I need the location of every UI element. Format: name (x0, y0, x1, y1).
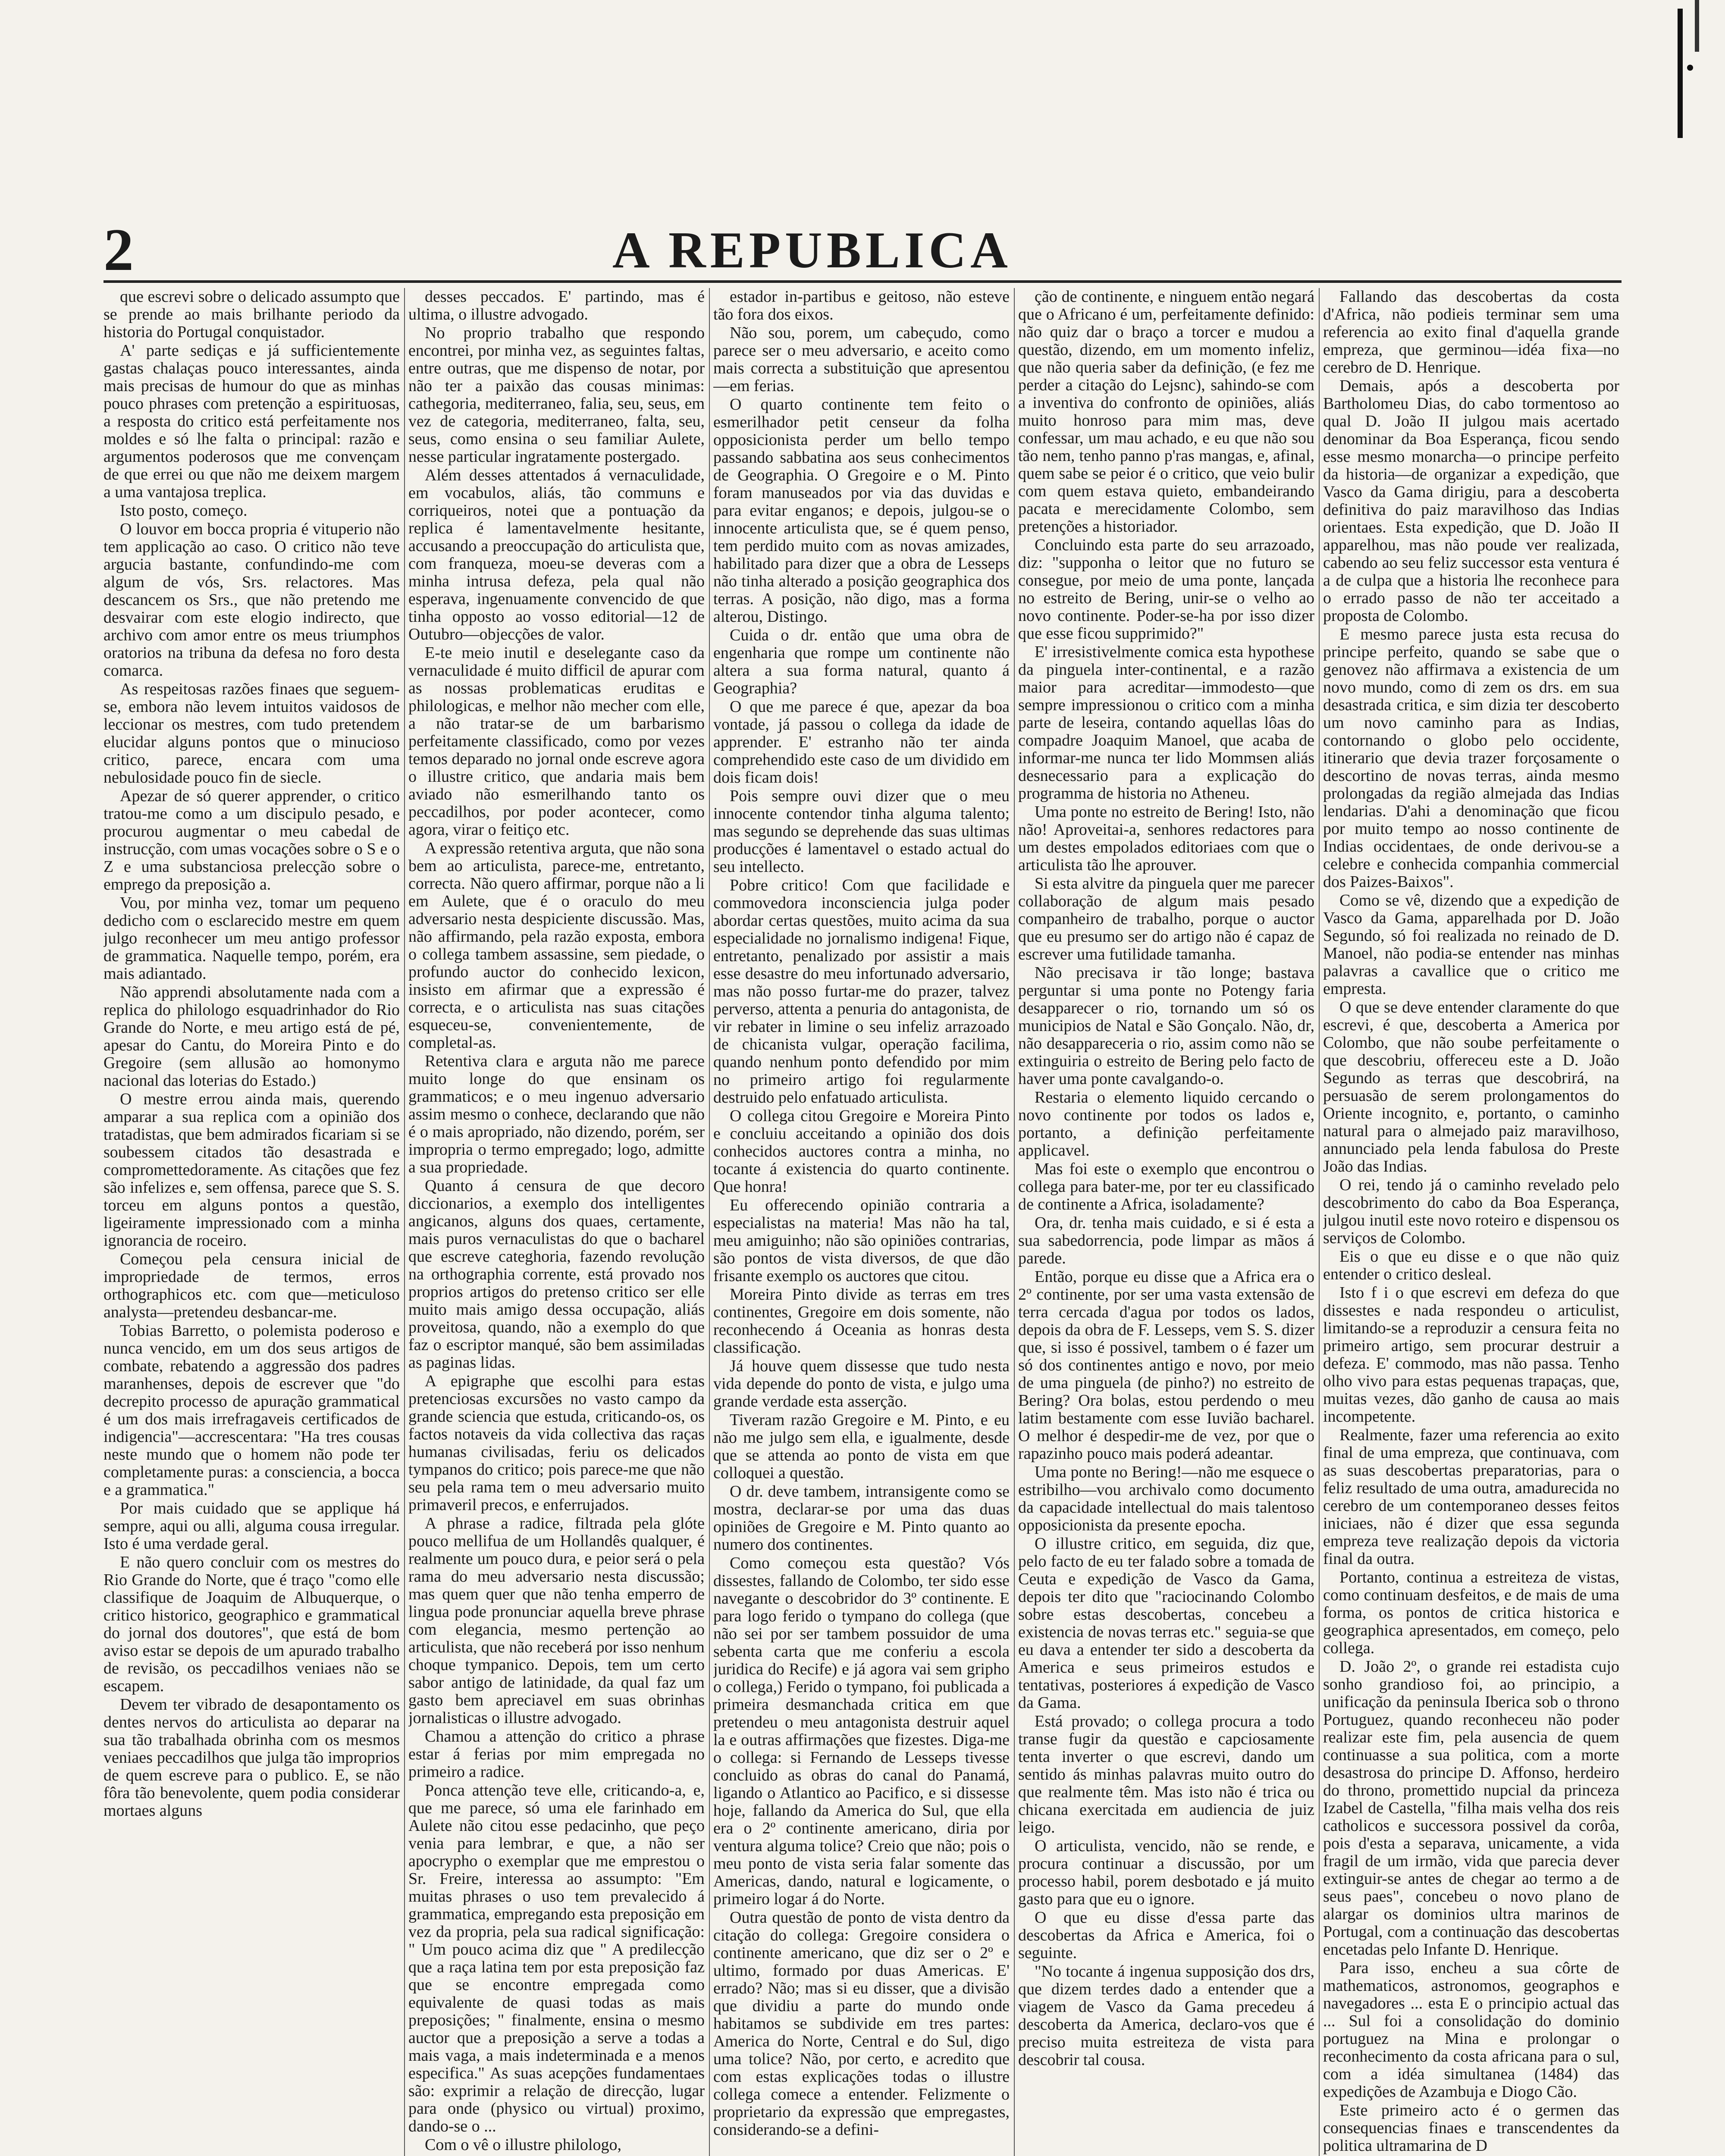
article-paragraph: O rei, tendo já o caminho revelado pelo descobrimento do cabo da Boa Esperança, julgou inutil este novo roteiro e dispensou os serviços de Colombo. (1323, 1176, 1619, 1247)
article-paragraph: Uma ponte no Bering!—não me esquece o estribilho—vou archivalo como documento da capacidade intellectual do mais talentoso opposicionista da presente epocha. (1018, 1463, 1314, 1534)
article-paragraph: que escrevi sobre o delicado assumpto que se prende ao mais brilhante periodo da historia do Portugal conquistador. (104, 288, 400, 341)
article-paragraph: Mas foi este o exemplo que encontrou o collega para bater-me, por ter eu classificado de continente a Africa, isoladamente? (1018, 1160, 1314, 1213)
article-paragraph: A phrase a radice, filtrada pela glóte pouco mellifua de um Hollandês qualquer, é realmente um pouco dura, e peior será o pela rama do meu adversario nesta discussão; mas quem quer que não tenha emperro de lingua pode pronunciar aquella breve phrase com elegancia, mesmo pertenção ao articulista, que não receberá por isso nenhum choque tympanico. Depois, tem um certo sabor antigo de latinidade, da qual faz um gasto bem apreciavel em suas obrinhas jornalisticas o illustre advogado. (408, 1514, 705, 1727)
article-paragraph: Apezar de só querer apprender, o critico tratou-me como a um discipulo pesado, e procurou augmentar o meu cabedal de instrucção, com umas vocações sobre o S e o Z e uma substanciosa prelecção sobre o emprego da preposição a. (104, 787, 400, 893)
article-paragraph: ção de continente, e ninguem então negará que o Africano é um, perfeitamente definido: não quiz dar o braço a torcer e mudou a questão, dizendo, em um momento infeliz, que não queria saber da definição, (e fez me perder a citação do Lejsnc), sahindo-se com a inventiva do confronto de opiniões, aliás muito honroso para mim mas, deve confessar, um mau achado, e eu que não sou tão nem, tenho panno p'ras mangas, e, afinal, quem sabe se peior é o critico, que veio bulir com quem estava quieto, embandeirando pacata e merecidamente Colombo, sem pretenções a historiador. (1018, 288, 1314, 536)
article-paragraph: Demais, após a descoberta por Bartholomeu Dias, do cabo tormentoso ao qual D. João II julgou mais acertado denominar da Boa Esperança, ficou sendo esse mesmo monarcha—o principe perfeito da historia—de organizar a expedição, que Vasco da Gama dirigiu, para a descoberta definitiva do paiz maravilhoso das Indias orientaes. Esta expedição, que D. João II apparelhou, mas não poude ver realizada, cabendo ao seu feliz successor esta ventura é a de culpa que a historia lhe reconhece para o errado passo de não ter acceitado a proposta de Colombo. (1323, 377, 1619, 625)
article-paragraph: Não apprendi absolutamente nada com a replica do philologo esquadrinhador do Rio Grande do Norte, e meu artigo está de pé, apesar do Cantu, do Moreira Pinto e do Gregoire (sem allusão ao homonymo nacional das loterias do Estado.) (104, 983, 400, 1090)
article-paragraph: E-te meio inutil e deselegante caso da vernaculidade é muito difficil de apurar com as nossas problematicas eruditas e philologicas, e melhor não mecher com elle, a não tratar-se de um barbarismo perfeitamente classificado, como por vezes temos deparado no jornal onde escreve agora o illustre critico, que andaria mais bem aviado não esmerilhando tanto os peccadilhos, por poder acontecer, como agora, virar o feitiço etc. (408, 644, 705, 839)
page-header (104, 216, 1622, 283)
article-paragraph: Uma ponte no estreito de Bering! Isto, não não! Aproveitai-a, senhores redactores para um destes empolados editoriaes com que o articulista tão lhe aprouver. (1018, 803, 1314, 874)
article-paragraph: O que eu disse d'essa parte das descobertas da Africa e America, foi o seguinte. (1018, 1908, 1314, 1962)
article-paragraph: Está provado; o collega procura a todo transe fugir da questão e capciosamente tenta inverter o que escrevi, dando um sentido ás minhas palavras muito outro do que realmente têm. Mas isto não é trica ou chicana exercitada em audiencia de juiz leigo. (1018, 1712, 1314, 1836)
article-paragraph: O collega citou Gregoire e Moreira Pinto e concluiu acceitando a opinião dos dois conhecidos auctores contra a minha, no tocante á existencia do quarto continente. Que honra! (713, 1107, 1010, 1196)
article-paragraph: Ponca attenção teve elle, criticando-a, e, que me parece, só uma ele farinhado em Aulete não citou esse pedacinho, que peço venia para lembrar, e que, a não ser apocrypho o exemplar que me emprestou o Sr. Freire, interessa ao assumpto: "Em muitas phrases o uso tem prevalecido á grammatica, empregando esta preposição em vez da propria, pela sua radical significação: " Um pouco acima diz que " A predilecção que a raça latina tem por esta preposição faz que se encontre empregada como equivalente de quasi todas as mais preposições; " finalmente, ensina o mesmo auctor que a preposição a serve a todas a mais vaga, a mais indeterminada e a menos especifica." As suas acepções fundamentaes são: exprimir a relação de direcção, lugar para onde (physico ou virtual) proximo, dando-se o ... (408, 1781, 705, 2135)
article-paragraph: Como se vê, dizendo que a expedição de Vasco da Gama, apparelhada por D. João Segundo, só foi realizada no reinado de D. Manoel, não podia-se entender nas minhas palavras a cavallice que o critico me empresta. (1323, 891, 1619, 998)
article-paragraph: Ora, dr. tenha mais cuidado, e si é esta a sua sabedorrencia, pode limpar as mãos á parede. (1018, 1214, 1314, 1267)
header-rule (104, 280, 1622, 283)
article-paragraph: E' irresistivelmente comica esta hypothese da pinguela inter-continental, e a razão maior para acreditar—immodesto—que sempre impressionou o critico com a minha parte de leseira, contando aquellas lôas do compadre Joaquim Manoel, que acaba de informar-me nunca ter lido Mommsen aliás desnecessario para a explicação do programma de historia no Atheneu. (1018, 643, 1314, 802)
article-paragraph: No proprio trabalho que respondo encontrei, por minha vez, as seguintes faltas, entre outras, que me dispenso de notar, por não ter a paixão das cousas minimas: cathegoria, mediterraneo, falia, seu, seus, em vez de categoria, mediterraneo, falta, seu, seus, como ensina o seu familiar Aulete, nesse particular ingratamente postergado. (408, 324, 705, 466)
article-paragraph: Não sou, porem, um cabeçudo, como parece ser o meu adversario, e aceito como mais correcta a substituição que apresentou—em ferias. (713, 324, 1010, 395)
article-paragraph: Tiveram razão Gregoire e M. Pinto, e eu não me julgo sem ella, e igualmente, desde que se attenda ao ponto de vista em que colloquei a questão. (713, 1411, 1010, 1482)
article-paragraph: Moreira Pinto divide as terras em tres continentes, Gregoire em dois somente, não reconhecendo á Oceania as honras desta classificação. (713, 1285, 1010, 1357)
page-number: 2 (104, 216, 134, 283)
article-paragraph: Com o vê o illustre philologo, (425, 2136, 621, 2154)
article-paragraph: Realmente, fazer uma referencia ao exito final de uma empreza, que continuava, com as suas descobertas preparatorias, para o feliz resultado de uma outra, amadurecida no cerebro de um contemporaneo desses feitos iniciaes, não é dizer que essa segunda empreza teve realização depois da victoria final da outra. (1323, 1426, 1619, 1568)
article-paragraph: A epigraphe que escolhi para estas pretenciosas excursões no vasto campo da grande sciencia que estuda, criticando-os, os factos notaveis da vida collectiva das raças humanas civilisadas, feriu os delicados tympanos do critico; pois parece-me que não seu pela rama tem o meu adversario muito primaveril precos, e enferrujados. (408, 1372, 705, 1514)
article-paragraph: E não quero concluir com os mestres do Rio Grande do Norte, que é traço "como elle classifique de Joaquim de Albuquerque, o critico historico, geographico e grammatical do jornal dos doutores", que está de bom aviso estar se depois de um apurado trabalho de revisão, os peccadilhos veniaes não se escapem. (104, 1553, 400, 1695)
article-paragraph: O louvor em bocca propria é vituperio não tem applicação ao caso. O critico não teve argucia bastante, confundindo-me com algum de vós, Srs. relactores. Mas descancem os Srs., que não pretendo me desvairar com este elogio indirecto, que archivo com amor entre os meus triumphos oratorios na tribuna da defesa no foro desta comarca. (104, 520, 400, 680)
article-paragraph: Si esta alvitre da pinguela quer me parecer collaboração de algum mais pesado companheiro de trabalho, porque o auctor que eu presumo ser do artigo não é capaz de escrever uma futilidade tamanha. (1018, 874, 1314, 963)
article-paragraph: desses peccados. E' partindo, mas é ultima, o illustre advogado. (408, 288, 705, 323)
article-paragraph: Chamou a attenção do critico a phrase estar á ferias por mim empregada no primeiro a radice. (408, 1727, 705, 1781)
article-paragraph: D. João 2º, o grande rei estadista cujo sonho grandioso foi, ao principio, a unificação da peninsula Iberica sob o throno Portuguez, quando reconheceu não poder realizar este fim, pela ausencia de quem continuasse a sua politica, com a morte desastrosa do principe D. Affonso, herdeiro do throno, promettido nupcial da princeza Izabel de Castella, "filha mais velha dos reis catholicos e successora possivel da corôa, pois d'esta a separava, unicamente, a vida fragil de um irmão, vida que parecia dever extinguir-se antes de chegar ao termo a de seus paes", concebeu o novo plano de alargar os dominios ultra marinos de Portugal, com a continuação das descobertas encetadas pelo Infante D. Henrique. (1323, 1658, 1619, 1959)
article-paragraph: Eis o que eu disse e o que não quiz entender o critico desleal. (1323, 1247, 1619, 1283)
article-paragraph: Eu offerecendo opinião contraria a especialistas na materia! Mas não ha tal, meu amiguinho; não são opiniões contrarias, são pontos de vista diversos, de que dão frisante exemplo os auctores que citou. (713, 1196, 1010, 1285)
article-paragraph: Começou pela censura inicial de impropriedade de termos, erros orthographicos etc. com que—meticuloso analysta—pretendeu desbancar-me. (104, 1250, 400, 1321)
article-paragraph: O que me parece é que, apezar da boa vontade, já passou o collega da idade de apprender. E' estranho não ter ainda comprehendido este caso de um dividido em dois ficam dois! (713, 698, 1010, 787)
edge-dot (1687, 65, 1693, 71)
article-paragraph: O mestre errou ainda mais, querendo amparar a sua replica com a opinião dos tratadistas, que bem admirados ficariam si se soubessem citados tão desastrada e compromettedoramente. As citações que fez são infelizes e, sem offensa, parece que S. S. torceu em alguns pontos a questão, ligeiramente impressionado com a minha ignorancia de roceiro. (104, 1090, 400, 1250)
article-paragraph: O illustre critico, em seguida, diz que, pelo facto de eu ter falado sobre a tomada de Ceuta e expedição de Vasco da Gama, depois ter dito que "raciocinando Colombo sobre estas descobertas, concebeu a existencia de novas terras etc." seguia-se que eu dava a entender ter sido a descoberta da America e seus primeiros estudos e tentativas, posteriores á expedição de Vasco da Gama. (1018, 1535, 1314, 1712)
edge-bar (1695, 0, 1699, 52)
article-paragraph: Outra questão de ponto de vista dentro da citação do collega: Gregoire considera o continente americano, que diz ser o 2º e ultimo, formado por duas Americas. E' errado? Não; mas si eu disser, que a divisão que dividiu a parte do mundo onde habitamos se subdivide em tres partes: America do Norte, Central e do Sul, digo uma tolice? Não, por certo, e acredito que com estas explicações todas o illustre collega comece a entender. Felizmente o proprietario da expressão que empregastes, considerando-se a defini- (713, 1908, 1010, 2139)
column-3 (713, 288, 1010, 2156)
text-columns (104, 288, 1622, 2156)
column-2 (408, 288, 705, 2156)
article-paragraph: Para isso, encheu a sua côrte de mathematicos, astronomos, geographos e navegadores ... esta E o principio actual das ... Sul foi a consolidação do dominio portuguez na Mina e prolongar o reconhecimento da costa africana para o sul, com a idéa simultanea (1484) das expedições de Azambuja e Diogo Cão. (1323, 1959, 1619, 2101)
article-paragraph: Não precisava ir tão longe; bastava perguntar si uma ponte no Potengy faria desapparecer o rio, tornando um só os municipios de Natal e São Gonçalo. Não, dr, não desappareceria o rio, assim como não se extinguiria o estreito de Bering pelo facto de haver uma ponte cavalgando-o. (1018, 964, 1314, 1088)
newspaper-masthead: A REPUBLICA (612, 221, 1012, 279)
archive-edge-marks (1660, 0, 1712, 142)
column-divider (1319, 288, 1320, 2156)
article-paragraph: E mesmo parece justa esta recusa do principe perfeito, quando se sabe que o genovez não affirmava a existencia de um novo mundo, como di zem os drs. em sua desastrada critica, e sim dizia ter descoberto um novo caminho para as Indias, contornando o globo pelo occidente, itinerario que devia trazer forçosamente o descortino de novas terras, ainda mesmo prolongadas da região almejada das Indias lendarias. D'ahi a denominação que ficou por muito tempo ao nosso continente de Indias occidentaes, de onde derivou-se a celebre e conhecida companhia commercial dos Paizes-Baixos". (1323, 625, 1619, 891)
article-paragraph: Cuida o dr. então que uma obra de engenharia que rompe um continente não altera a sua forma natural, quanto á Geographia? (713, 626, 1010, 697)
article-paragraph: As respeitosas razões finaes que seguem-se, embora não levem intuitos vaidosos de leccionar os mestres, com tudo pretendem elucidar alguns pontos que o minucioso critico, parece, encara com uma nebulosidade pouco fin de siecle. (104, 680, 400, 787)
column-divider (709, 288, 710, 2156)
article-paragraph: A expressão retentiva arguta, que não sona bem ao articulista, parece-me, entretanto, correcta. Não quero affirmar, porque não a li em Aulete, que é o oraculo do meu adversario nesta despiciente discussão. Mas, não affirmando, pela razão exposta, embora o collega tambem assassine, sem piedade, o profundo auctor do conhecido lexicon, insisto em afirmar que a expressão é correcta, e o articulista nas suas citações esqueceu-se, convenientemente, de completal-as. (408, 839, 705, 1052)
article-paragraph: Como começou esta questão? Vós dissestes, fallando de Colombo, ter sido esse navegante o descobridor do 3º continente. E para logo ferido o tympano do collega (que não sei por ser tambem possuidor de uma sebenta carta que me conferiu a escola juridica do Recife) e já agora vai sem gripho o collega,) Ferido o tympano, foi publicada a primeira desmanchada critica em que pretendeu o meu antagonista destruir aquel la e outras affirmações que fizestes. Diga-me o collega: si Fernando de Lesseps tivesse concluido as obras do canal do Panamá, ligando o Atlantico ao Pacifico, e si dissesse hoje, fallando da America do Sul, que ella era o 2º continente americano, diria por ventura alguma tolice? Creio que não; pois o meu ponto de vista seria falar somente das Americas, dando, natural e logicamente, o primeiro logar á do Norte. (713, 1554, 1010, 1908)
article-paragraph: O dr. deve tambem, intransigente como se mostra, declarar-se por uma das duas opiniões de Gregoire e M. Pinto quanto ao numero dos continentes. (713, 1482, 1010, 1554)
edge-bar (1678, 9, 1683, 138)
article-paragraph: estador in-partibus e geitoso, não esteve tão fora dos eixos. (713, 288, 1010, 323)
article-paragraph: "No tocante á ingenua supposição dos drs, que dizem terdes dado a entender que a viagem de Vasco da Gama precedeu á descoberta da America, declaro-vos que é preciso muita estreiteza de vista para descobrir tal cousa. (1018, 1962, 1314, 2069)
article-paragraph: Fallando das descobertas da costa d'Africa, não podieis terminar sem uma referencia ao exito final d'aquella grande empreza, que germinou—idéa fixa—no cerebro de D. Henrique. (1323, 288, 1619, 376)
column-4 (1018, 288, 1314, 2156)
article-paragraph: Este primeiro acto é o germen das consequencias finaes e transcendentes da politica ultramarina de D (1323, 2101, 1619, 2155)
article-paragraph: Portanto, continua a estreiteza de vistas, como continuam desfeitos, e de mais de uma forma, os pontos de critica historica e geographica apresentados, em começo, pelo collega. (1323, 1568, 1619, 1657)
article-paragraph: Restaria o elemento liquido cercando o novo continente por todos os lados e, portanto, a definição perfeitamente applicavel. (1018, 1088, 1314, 1159)
article-paragraph: Pobre critico! Com que facilidade e commovedora inconsciencia julga poder abordar certas questões, muito acima da sua especialidade no jornalismo indigena! Fique, entretanto, penalizado por assistir a mais esse desastre do meu infortunado adversario, mas não posso furtar-me do prazer, talvez perverso, attenta a penuria do antagonista, de vir rebater in limine o seu infeliz arrazoado de chicanista vulgar, operação facilima, quando nenhum ponto defendido por mim no primeiro artigo foi regularmente destruido pelo enfatuado articulista. (713, 876, 1010, 1106)
article-paragraph: Concluindo esta parte do seu arrazoado, diz: "supponha o leitor que no futuro se consegue, por meio de uma ponte, lançada no estreito de Bering, unir-se o velho ao novo continente. Poder-se-ha por isso dizer que esse ficou supprimido?" (1018, 536, 1314, 642)
article-paragraph: Quanto á censura de que decoro diccionarios, a exemplo dos intelligentes angicanos, alguns dos quaes, certamente, mais puros vernaculistas do que o bacharel que escreve categhoria, fazendo revolução na orthographia corrente, está provado nos proprios artigos do pretenso critico ser elle muito mais amigo dessa occupação, aliás proveitosa, quando, não a exemplo do que faz o escriptor manqué, são bem assimiladas as paginas lidas. (408, 1177, 705, 1372)
column-1 (104, 288, 400, 2156)
article-paragraph: Já houve quem dissesse que tudo nesta vida depende do ponto de vista, e julgo uma grande verdade esta asserção. (713, 1357, 1010, 1410)
article-paragraph: Pois sempre ouvi dizer que o meu innocente contendor tinha alguma talento; mas segundo se deprehende das suas ultimas producções é lamentavel o estado actual do seu intellecto. (713, 787, 1010, 876)
article-paragraph: Retentiva clara e arguta não me parece muito longe do que ensinam os grammaticos; e o meu ingenuo adversario assim mesmo o conhece, declarando que não é o mais apropriado, não dizendo, porém, ser impropria o termo empregado; logo, admitte a sua propriedade. (408, 1052, 705, 1176)
article-paragraph: Então, porque eu disse que a Africa era o 2º continente, por ser uma vasta extensão de terra cercada d'agua por todos os lados, depois da obra de F. Lesseps, vem S. S. dizer que, si isso é possivel, tambem o é fazer um só dos continentes antigo e novo, por meio de uma pinguela (de pinho?) no estreito de Bering? Ora bolas, estou perdendo o meu latim bestamente com esse Iuvião bacharel. O melhor é despedir-me de vez, por que o rapazinho pouco mais poderá adeantar. (1018, 1268, 1314, 1463)
article-paragraph: O que se deve entender claramente do que escrevi, é que, descoberta a America por Colombo, que não soube perfeitamente o que descobriu, offereceu este a D. João Segundo as terras que descobrirá, na persuasão de serem prolongamentos do Oriente incognito, e, portanto, o caminho natural para o almejado paiz maravilhoso, annunciado pela lenda fabulosa do Preste João das Indias. (1323, 998, 1619, 1175)
article-paragraph: Devem ter vibrado de desapontamento os dentes nervos do articulista ao deparar na sua tão trabalhada obrinha com os mesmos veniaes peccadilhos que julga tão improprios de quem escreve para o publico. E, se não fôra tão benevolente, quem podia considerar mortaes alguns (104, 1695, 400, 1820)
article-paragraph: Vou, por minha vez, tomar um pequeno dedicho com o esclarecido mestre em quem julgo reconhecer um meu antigo professor de grammatica. Naquelle tempo, porém, era mais adiantado. (104, 894, 400, 983)
column-5 (1323, 288, 1619, 2156)
article-paragraph: Além desses attentados á vernaculidade, em vocabulos, aliás, tão communs e corriqueiros, notei que a pontuação da replica é lamentavelmente hesitante, accusando a preoccupação do articulista que, com franqueza, moeu-se deveras com a minha intrusa defeza, pela qual não esperava, ingenuamente convencido de que tinha opposto ao vosso editorial—12 de Outubro—objecções de valor. (408, 466, 705, 643)
column-divider (404, 288, 405, 2156)
article-paragraph: A' parte sediças e já sufficientemente gastas chalaças pouco interessantes, ainda mais precisas de humour do que as minhas pouco phrases com pretenção a espirituosas, a resposta do critico está perfeitamente nos moldes e só lhe falta o principal: razão e argumentos poderosos que me convençam de que errei ou que não me deixem margem a uma vantajosa treplica. (104, 342, 400, 501)
article-paragraph: O articulista, vencido, não se rende, e procura continuar a discussão, por um processo habil, porem desbotado e já muito gasto para que eu o ignore. (1018, 1837, 1314, 1908)
article-paragraph: Isto posto, começo. (120, 501, 248, 520)
column-divider (1014, 288, 1015, 2156)
article-paragraph: O quarto continente tem feito o esmerilhador petit censeur da folha opposicionista perder um bello tempo passando sabbatina aos seus conhecimentos de Geographia. O Gregoire e o M. Pinto foram manuseados por via das duvidas e para evitar enganos; e depois, julgou-se o innocente articulista que, se é quem penso, tem perdido muito com as novas amizades, habilitado para dizer que a obra de Lesseps não tinha alterado a posição geographica dos terras. A posição, não digo, mas a forma alterou, Distingo. (713, 395, 1010, 626)
article-paragraph: Isto f i o que escrevi em defeza do que dissestes e nada respondeu o articulist, limitando-se a reproduzir a censura feita no primeiro artigo, sem procurar destruir a defeza. E' commodo, mas não passa. Tenho olho vivo para estas pequenas trapaças, que, muitas vezes, dão ganho de causa ao mais incompetente. (1323, 1284, 1619, 1426)
article-paragraph: Tobias Barretto, o polemista poderoso e nunca vencido, em um dos seus artigos de combate, rebatendo a aggressão dos padres maranhenses, depois de escrever que "do decrepito processo de apuração grammatical é um dos mais irrefragaveis certificados de indigencia"—accrescentara: "Ha tres cousas neste mundo que o homem não pode ter completamente puras: a consciencia, a bocca e a grammatica." (104, 1322, 400, 1499)
article-paragraph: Por mais cuidado que se applique há sempre, aqui ou alli, alguma cousa irregular. Isto é uma verdade geral. (104, 1499, 400, 1553)
